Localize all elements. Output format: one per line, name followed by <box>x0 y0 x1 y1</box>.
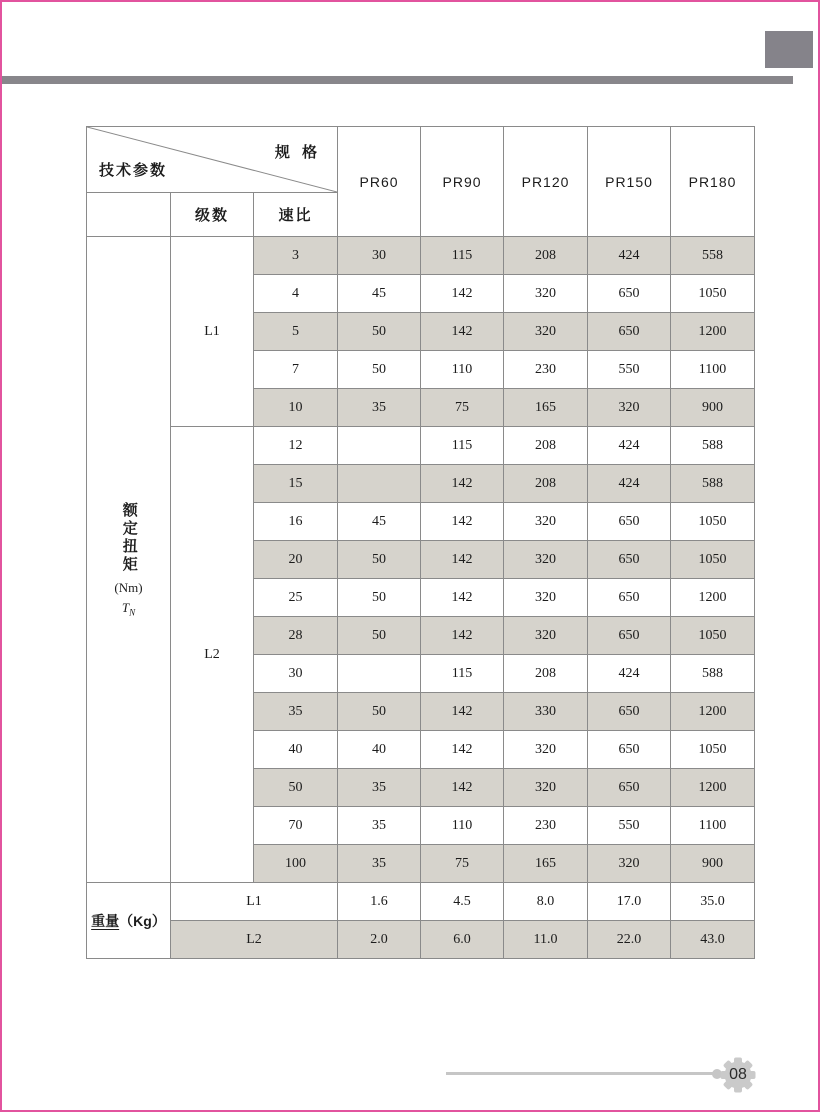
stage-l2-cell: L2 <box>171 427 254 883</box>
value-cell: 75 <box>421 845 504 883</box>
value-cell: 650 <box>588 731 671 769</box>
value-cell: 588 <box>671 427 755 465</box>
value-cell: 50 <box>338 541 421 579</box>
weight-stage-l2: L2 <box>171 921 338 959</box>
value-cell: 142 <box>421 541 504 579</box>
ratio-cell: 70 <box>254 807 338 845</box>
page-number-gear <box>719 1056 757 1094</box>
value-cell: 230 <box>504 807 588 845</box>
value-cell: 40 <box>338 731 421 769</box>
value-cell: 142 <box>421 275 504 313</box>
value-cell: 142 <box>421 617 504 655</box>
ratio-cell: 4 <box>254 275 338 313</box>
value-cell: 115 <box>421 427 504 465</box>
weight-value-cell: 17.0 <box>588 883 671 921</box>
value-cell: 110 <box>421 807 504 845</box>
value-cell: 320 <box>504 541 588 579</box>
value-cell: 650 <box>588 503 671 541</box>
value-cell: 424 <box>588 465 671 503</box>
torque-symbol: $T_N$ <box>121 599 136 618</box>
value-cell <box>338 465 421 503</box>
value-cell: 35 <box>338 845 421 883</box>
top-divider-bar <box>2 76 793 84</box>
value-cell: 424 <box>588 655 671 693</box>
value-cell: 320 <box>504 731 588 769</box>
value-cell: 650 <box>588 313 671 351</box>
weight-value-cell: 35.0 <box>671 883 755 921</box>
value-cell: 35 <box>338 389 421 427</box>
value-cell: 1200 <box>671 693 755 731</box>
weight-label: 重量 <box>91 912 120 929</box>
value-cell: 330 <box>504 693 588 731</box>
weight-value-cell: 4.5 <box>421 883 504 921</box>
header-stages: 级数 <box>171 193 254 237</box>
ratio-cell: 10 <box>254 389 338 427</box>
value-cell: 550 <box>588 351 671 389</box>
value-cell: 142 <box>421 693 504 731</box>
value-cell: 45 <box>338 275 421 313</box>
value-cell: 550 <box>588 807 671 845</box>
value-cell: 142 <box>421 579 504 617</box>
column-header-pr120: PR120 <box>504 127 588 237</box>
value-cell: 115 <box>421 237 504 275</box>
value-cell: 208 <box>504 427 588 465</box>
weight-value-cell: 11.0 <box>504 921 588 959</box>
column-header-pr60: PR60 <box>338 127 421 237</box>
value-cell: 35 <box>338 807 421 845</box>
value-cell: 558 <box>671 237 755 275</box>
value-cell <box>338 655 421 693</box>
header-corner-cell <box>87 127 338 193</box>
ratio-cell: 25 <box>254 579 338 617</box>
value-cell: 50 <box>338 313 421 351</box>
value-cell: 320 <box>588 845 671 883</box>
column-header-pr180: PR180 <box>671 127 755 237</box>
ratio-cell: 12 <box>254 427 338 465</box>
header-blank-cell <box>87 193 171 237</box>
ratio-cell: 16 <box>254 503 338 541</box>
page-number: 08 <box>729 1066 747 1083</box>
value-cell: 165 <box>504 389 588 427</box>
spec-table <box>86 126 755 959</box>
value-cell: 650 <box>588 579 671 617</box>
torque-label <box>87 502 170 618</box>
value-cell: 650 <box>588 769 671 807</box>
value-cell: 230 <box>504 351 588 389</box>
column-header-pr150: PR150 <box>588 127 671 237</box>
value-cell: 208 <box>504 655 588 693</box>
value-cell: 115 <box>421 655 504 693</box>
ratio-cell: 50 <box>254 769 338 807</box>
value-cell: 650 <box>588 693 671 731</box>
header-ratio: 速比 <box>254 193 338 237</box>
value-cell: 320 <box>504 579 588 617</box>
value-cell: 320 <box>504 769 588 807</box>
ratio-cell: 40 <box>254 731 338 769</box>
value-cell: 320 <box>504 313 588 351</box>
value-cell: 1050 <box>671 503 755 541</box>
corner-label-spec: 规 格 <box>274 144 322 161</box>
value-cell: 30 <box>338 237 421 275</box>
ratio-cell: 5 <box>254 313 338 351</box>
value-cell: 320 <box>504 617 588 655</box>
value-cell: 1050 <box>671 275 755 313</box>
ratio-cell: 20 <box>254 541 338 579</box>
value-cell: 1200 <box>671 579 755 617</box>
value-cell: 1050 <box>671 617 755 655</box>
value-cell: 1050 <box>671 731 755 769</box>
value-cell: 588 <box>671 655 755 693</box>
value-cell: 50 <box>338 351 421 389</box>
value-cell: 650 <box>588 275 671 313</box>
value-cell: 50 <box>338 617 421 655</box>
value-cell: 110 <box>421 351 504 389</box>
value-cell: 142 <box>421 731 504 769</box>
column-header-pr90: PR90 <box>421 127 504 237</box>
weight-value-cell: 22.0 <box>588 921 671 959</box>
weight-value-cell: 43.0 <box>671 921 755 959</box>
ratio-cell: 15 <box>254 465 338 503</box>
value-cell: 900 <box>671 845 755 883</box>
weight-value-cell: 2.0 <box>338 921 421 959</box>
torque-label-vertical: 额定扭矩 <box>120 501 138 574</box>
value-cell: 650 <box>588 541 671 579</box>
value-cell: 1100 <box>671 807 755 845</box>
footer-rule <box>446 1072 718 1075</box>
value-cell: 142 <box>421 503 504 541</box>
top-right-decoration-block <box>765 31 813 68</box>
torque-axis-label-cell <box>87 237 171 883</box>
value-cell: 1100 <box>671 351 755 389</box>
ratio-cell: 7 <box>254 351 338 389</box>
value-cell <box>338 427 421 465</box>
ratio-cell: 35 <box>254 693 338 731</box>
value-cell: 75 <box>421 389 504 427</box>
value-cell: 1050 <box>671 541 755 579</box>
value-cell: 142 <box>421 769 504 807</box>
weight-value-cell: 1.6 <box>338 883 421 921</box>
value-cell: 650 <box>588 617 671 655</box>
stage-l1-cell: L1 <box>171 237 254 427</box>
torque-unit: (Nm) <box>114 579 143 595</box>
ratio-cell: 3 <box>254 237 338 275</box>
weight-label-cell <box>87 883 171 959</box>
value-cell: 208 <box>504 465 588 503</box>
weight-unit: （Kg） <box>119 912 166 929</box>
value-cell: 424 <box>588 427 671 465</box>
value-cell: 1200 <box>671 313 755 351</box>
weight-value-cell: 6.0 <box>421 921 504 959</box>
weight-value-cell: 8.0 <box>504 883 588 921</box>
value-cell: 50 <box>338 579 421 617</box>
value-cell: 142 <box>421 465 504 503</box>
value-cell: 320 <box>504 503 588 541</box>
value-cell: 165 <box>504 845 588 883</box>
ratio-cell: 30 <box>254 655 338 693</box>
corner-label-parameters: 技术参数 <box>99 162 168 179</box>
value-cell: 208 <box>504 237 588 275</box>
value-cell: 588 <box>671 465 755 503</box>
value-cell: 35 <box>338 769 421 807</box>
value-cell: 1200 <box>671 769 755 807</box>
value-cell: 142 <box>421 313 504 351</box>
value-cell: 424 <box>588 237 671 275</box>
value-cell: 320 <box>588 389 671 427</box>
weight-stage-l1: L1 <box>171 883 338 921</box>
value-cell: 45 <box>338 503 421 541</box>
value-cell: 900 <box>671 389 755 427</box>
ratio-cell: 100 <box>254 845 338 883</box>
value-cell: 50 <box>338 693 421 731</box>
ratio-cell: 28 <box>254 617 338 655</box>
value-cell: 320 <box>504 275 588 313</box>
